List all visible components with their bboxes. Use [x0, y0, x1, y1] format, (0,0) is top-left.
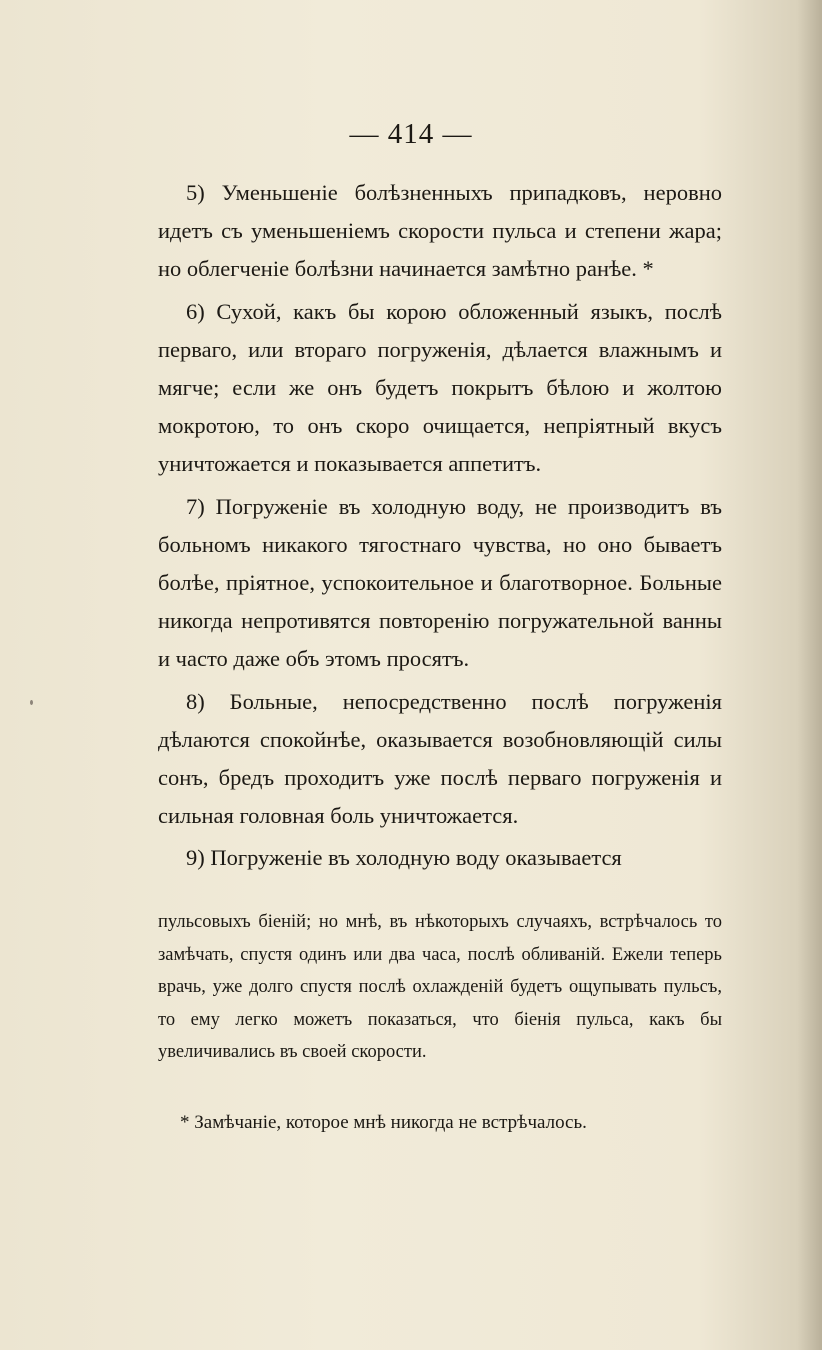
- paragraph-7: 7) Погруженіе въ холодную воду, не производитъ въ больномъ никакого тягостнаго чувства, но оно бываетъ болѣе, пріятное, успокоительное и благотворное. Больные никогда непротивятся повторенію погружательной ванны и часто даже объ этомъ просятъ.: [158, 493, 722, 672]
- paragraph-9: 9) Погруженіе въ холодную воду оказывается: [186, 845, 622, 871]
- main-text: [158, 174, 722, 878]
- paragraph-8: 8) Больные, непосредственно послѣ погруженія дѣлаются спокойнѣе, оказывается возобновляющій силы сонъ, бредъ проходитъ уже послѣ перваго погруженія и сильная головная боль уничтожается.: [158, 688, 722, 829]
- footnote: * Замѣчаніе, которое мнѣ никогда не встрѣчалось.: [180, 1112, 587, 1133]
- inset-quote: пульсовыхъ біеній; но мнѣ, въ нѣкоторыхъ случаяхъ, встрѣчалось то замѣчать, спустя одинъ или два часа, послѣ обливаній. Ежели теперь врачь, уже долго спустя послѣ охлажденій будетъ ощупывать пульсъ, то ему легко можетъ показаться, что біенія пульса, какъ бы увеличивались въ своей скорости.: [158, 912, 722, 1063]
- paragraph-5: 5) Уменьшеніе болѣзненныхъ припадковъ, неровно идетъ съ уменьшеніемъ скорости пульса и степени жара; но облегченіе болѣзни начинается замѣтно ранѣе. *: [158, 180, 722, 282]
- paper-speck: [30, 700, 33, 705]
- page-number: — 414 —: [349, 118, 473, 150]
- paragraph-6: 6) Сухой, какъ бы корою обложенный языкъ, послѣ перваго, или втораго погруженія, дѣлается влажнымъ и мягче; если же онъ будетъ покрытъ бѣлою и жолтою мокротою, то онъ скоро очищается, непріятный вкусъ уничтожается и показывается аппетитъ.: [158, 298, 722, 477]
